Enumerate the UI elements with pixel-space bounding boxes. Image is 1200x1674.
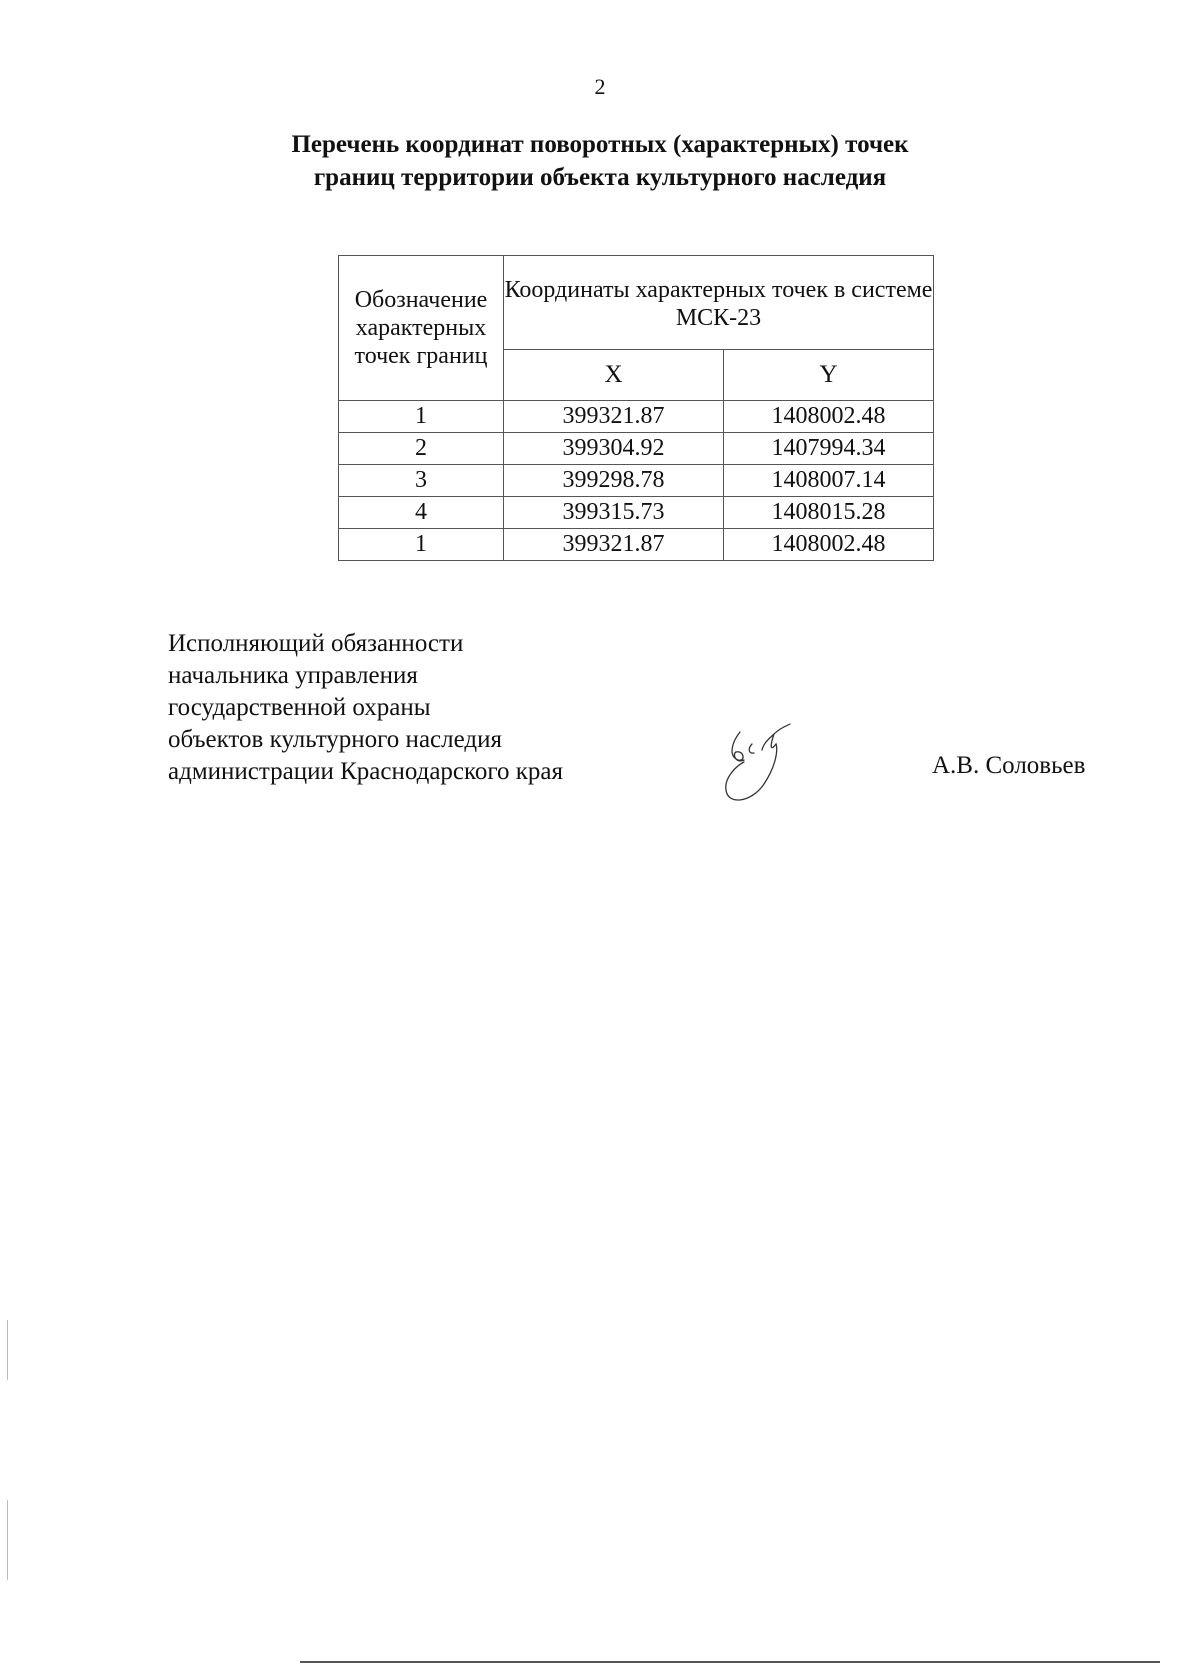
scan-edge-mark [7,1320,8,1380]
table-row [339,529,934,561]
cell-y: 1408002.48 [724,401,934,433]
cell-x: 399304.92 [504,433,724,465]
cell-point: 3 [339,465,504,497]
cell-x: 399321.87 [504,529,724,561]
cell-point: 4 [339,497,504,529]
cell-y: 1407994.34 [724,433,934,465]
bottom-rule [300,1661,1160,1663]
cell-y: 1408002.48 [724,529,934,561]
document-title-line-1: Перечень координат поворотных (характерных) точек [291,131,909,158]
position-line: объектов культурного наследия [168,726,502,753]
signatory-position [168,628,563,788]
scan-edge-mark [7,1500,8,1580]
position-line: государственной охраны [168,694,431,721]
position-line: администрации Краснодарского края [168,758,564,785]
header-coordinates-group: Координаты характерных точек в системе МСК-23 [504,256,934,350]
cell-point: 1 [339,529,504,561]
table-row [339,401,934,433]
signer-name: А.В. Соловьев [932,752,1086,779]
cell-x: 399315.73 [504,497,724,529]
header-x: X [504,350,724,401]
page-number: 2 [594,74,606,99]
table-body [339,401,934,561]
cell-point: 1 [339,401,504,433]
document-title-line-2: границ территории объекта культурного наследия [313,164,887,191]
table-row [339,433,934,465]
handwritten-signature-icon [718,720,810,812]
cell-y: 1408007.14 [724,465,934,497]
coordinates-table [338,255,934,561]
header-y: Y [724,350,934,401]
header-point-designation: Обозначение характерных точек границ [339,256,504,401]
cell-x: 399321.87 [504,401,724,433]
table-row [339,497,934,529]
table-row [339,465,934,497]
cell-point: 2 [339,433,504,465]
position-line: Исполняющий обязанности [168,630,464,657]
cell-y: 1408015.28 [724,497,934,529]
document-title [0,128,1200,194]
cell-x: 399298.78 [504,465,724,497]
position-line: начальника управления [168,662,418,689]
